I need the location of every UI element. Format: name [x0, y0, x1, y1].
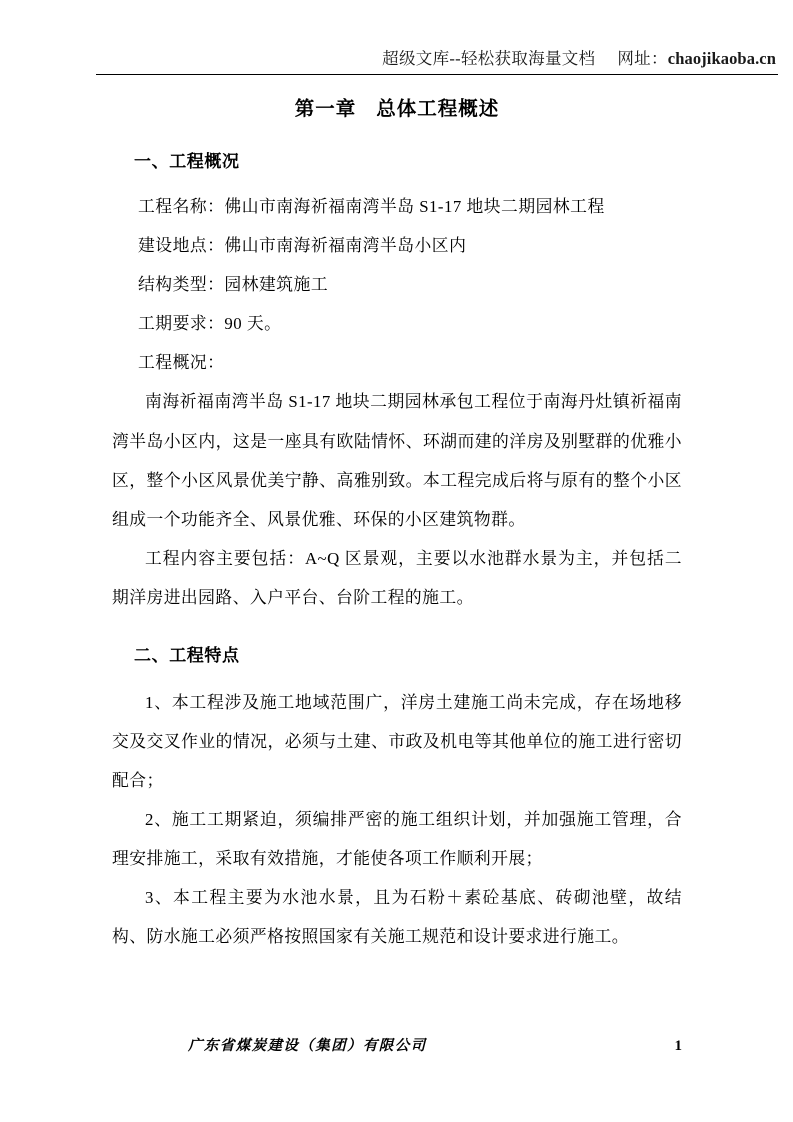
section-heading-2: 二、工程特点 [134, 646, 240, 666]
header-divider [96, 74, 778, 75]
page-header [96, 48, 778, 75]
header-site-name: 超级文库--轻松获取海量文档 [382, 49, 596, 68]
header-text-line [96, 48, 778, 70]
info-line-structure-type: 结构类型：园林建筑施工 [138, 275, 329, 295]
footer-page-number: 1 [674, 1038, 682, 1054]
info-line-project-name: 工程名称：佛山市南海祈福南湾半岛 S1-17 地块二期园林工程 [138, 196, 605, 216]
info-line-location: 建设地点：佛山市南海祈福南湾半岛小区内 [138, 235, 467, 255]
paragraph-feature-3: 3、本工程主要为水池水景，且为石粉＋素砼基底、砖砌池壁，故结构、防水施工必须严格按照国家有关施工规范和设计要求进行施工。 [112, 888, 682, 947]
paragraph-feature-2: 2、施工工期紧迫，须编排严密的施工组织计划，并加强施工管理，合理安排施工，采取有效措施，才能使各项工作顺利开展； [112, 810, 682, 869]
document-body [112, 96, 682, 957]
info-line-overview-label: 工程概况： [138, 353, 225, 373]
paragraph-scope-of-work: 工程内容主要包括：A~Q 区景观，主要以水池群水景为主，并包括二期洋房进出园路、入户平台、台阶工程的施工。 [112, 548, 682, 608]
chapter-title-number: 第一章 [294, 98, 357, 120]
page-footer [112, 1034, 682, 1055]
chapter-title [112, 96, 682, 123]
chapter-title-text: 总体工程概述 [376, 98, 500, 120]
paragraph-feature-1: 1、本工程涉及施工地域范围广，洋房土建施工尚未完成，存在场地移交及交叉作业的情况，必须与土建、市政及机电等其他单位的施工进行密切配合； [112, 692, 682, 790]
paragraph-overview-description: 南海祈福南湾半岛 S1-17 地块二期园林承包工程位于南海丹灶镇祈福南湾半岛小区内，这是一座具有欧陆情怀、环湖而建的洋房及别墅群的优雅小区，整个小区风景优美宁静、高雅别致。本工程完成后将与原有的整个小区组成一个功能齐全、风景优雅、环保的小区建筑物群。 [112, 392, 682, 529]
header-url: chaojikaoba.cn [667, 49, 776, 68]
section-heading-1: 一、工程概况 [134, 152, 240, 172]
info-line-duration: 工期要求：90 天。 [138, 314, 282, 334]
header-url-label: 网址： [617, 49, 668, 68]
footer-organization: 广东省煤炭建设（集团）有限公司 [188, 1038, 427, 1054]
